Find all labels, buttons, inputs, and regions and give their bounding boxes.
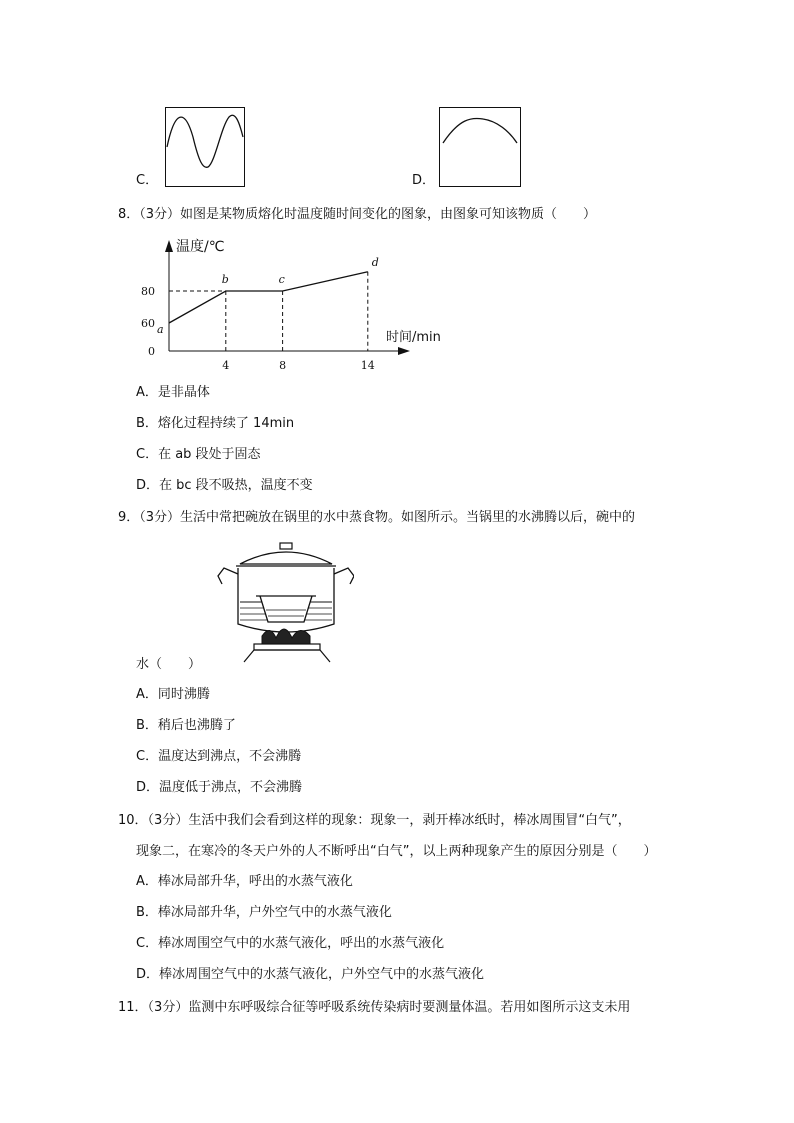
q10-option-c: C．棒冰周围空气中的水蒸气液化，呼出的水蒸气液化 <box>136 936 445 951</box>
q7-option-d-label: D． <box>412 173 436 188</box>
q8-option-c: C．在 ab 段处于固态 <box>136 447 261 462</box>
q7-option-d-graph <box>439 107 521 187</box>
q10-stem-line1: 10．（3分）生活中我们会看到这样的现象：现象一，剥开棒冰纸时，棒冰周围冒“白气”， <box>118 813 631 828</box>
x-axis-label: 时间/min <box>386 330 441 345</box>
pot-illustration <box>214 540 354 666</box>
point-label-d: d <box>371 255 379 269</box>
q9-option-b: B．稍后也沸腾了 <box>136 718 236 733</box>
q9-stem: 9．（3分）生活中常把碗放在锅里的水中蒸食物。如图所示。当锅里的水沸腾以后，碗中的 <box>118 510 636 525</box>
point-label-c: c <box>278 273 285 286</box>
q10-option-b: B．棒冰局部升华，户外空气中的水蒸气液化 <box>136 905 392 920</box>
q8-stem: 8．（3分）如图是某物质熔化时温度随时间变化的图象，由图象可知该物质（ ） <box>118 207 597 222</box>
y-tick-label-80: 80 <box>141 285 155 298</box>
q8-option-b: B．熔化过程持续了 14min <box>136 416 295 431</box>
melting-chart <box>130 230 430 380</box>
melting-curve-line <box>169 272 368 323</box>
q7-option-c-graph <box>165 107 245 187</box>
q9-option-c: C．温度达到沸点，不会沸腾 <box>136 749 302 764</box>
x-tick-label-14: 14 <box>360 359 375 372</box>
point-label-b: b <box>221 273 229 286</box>
y-axis-arrow <box>165 240 173 252</box>
q7-option-c-label: C． <box>136 173 159 188</box>
y-axis-label: 温度/℃ <box>176 239 225 255</box>
x-tick-label-4: 4 <box>222 359 230 372</box>
q10-option-d: D．棒冰周围空气中的水蒸气液化，户外空气中的水蒸气液化 <box>136 967 485 982</box>
q11-stem: 11．（3分）监测中东呼吸综合征等呼吸系统传染病时要测量体温。若用如图所示这支未用 <box>118 1000 631 1015</box>
q9-stem-tail: 水（ ） <box>136 657 202 672</box>
q10-option-a: A．棒冰局部升华，呼出的水蒸气液化 <box>136 874 353 889</box>
point-label-a: a <box>157 323 164 336</box>
q8-option-a: A．是非晶体 <box>136 385 210 400</box>
q10-stem-line2: 现象二，在寒冷的冬天户外的人不断呼出“白气”，以上两种现象产生的原因分别是（ ） <box>136 844 657 859</box>
origin-label: 0 <box>148 345 155 358</box>
q8-option-d: D．在 bc 段不吸热，温度不变 <box>136 478 313 493</box>
y-tick-label-60: 60 <box>141 317 155 330</box>
q9-option-d: D．温度低于沸点，不会沸腾 <box>136 780 303 795</box>
x-tick-label-8: 8 <box>279 359 287 372</box>
q9-option-a: A．同时沸腾 <box>136 687 210 702</box>
x-axis-arrow <box>398 347 410 355</box>
